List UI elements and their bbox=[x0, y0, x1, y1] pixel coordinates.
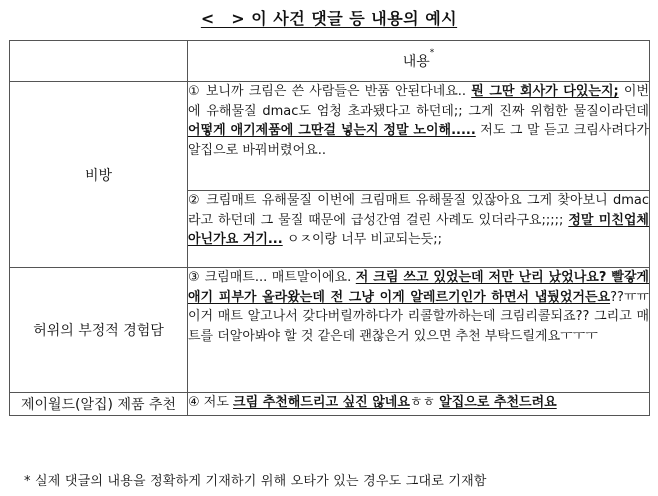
comment-text: 이번에 유해물질 dmac도 엄청 초과됐다고 하던데;; 그게 진짜 위험한 물질이라던데 bbox=[188, 84, 650, 119]
emphasized-text: 뭔 그딴 회사가 다있는지; bbox=[471, 84, 619, 99]
header-footnote-marker: * bbox=[429, 48, 435, 58]
comment-cell bbox=[188, 191, 650, 268]
example-table bbox=[9, 40, 650, 416]
emphasized-text: 어떻게 애기제품에 그딴걸 넣는지 정말 노이해..... bbox=[188, 123, 476, 138]
table-row bbox=[10, 268, 650, 393]
header-content bbox=[188, 41, 650, 82]
category-cell: 제이월드(알집) 제품 추천 bbox=[10, 393, 188, 416]
comment-text: ② 크림매트 유해물질 이번에 크림매트 유해물질 있잖아요 그게 찾아보니 dmac라고 하던데 그 물질 때문에 급성간염 걸린 사례도 있더라구요;;;;; bbox=[188, 193, 649, 228]
comment-cell bbox=[188, 393, 650, 416]
emphasized-text: 크림 추천해드리고 싶진 않네요 bbox=[233, 395, 410, 410]
comment-text: ㅇㅈ이랑 너무 비교되는듯;; bbox=[282, 232, 442, 247]
table-row bbox=[10, 393, 650, 416]
table-header-row bbox=[10, 41, 650, 82]
comment-cell bbox=[188, 268, 650, 393]
comment-text: ① 보니까 크림은 쓴 사람들은 반품 안된다네요.. bbox=[188, 84, 472, 99]
emphasized-text: 저 크림 쓰고 있었는데 저만 난리 났었나요? 빨갛게 애기 피부가 올라왔는데 전 그냥 이게 알레르기인가 하면서 냅뒀었거든요 bbox=[188, 270, 649, 305]
comment-text: 저도 그 말 듣고 크림사려다가 알집으로 바꿔버렸어요.. bbox=[188, 123, 649, 158]
footnote: * 실제 댓글의 내용을 정확하게 기재하기 위해 오타가 있는 경우도 그대로 기재함 bbox=[24, 474, 487, 489]
emphasized-text: 정말 미친업체 아닌가요 거기... bbox=[188, 212, 649, 247]
comment-text: ③ 크림매트... 매트말이에요. bbox=[188, 270, 356, 285]
comment-text: ??ㅠㅠ 이거 매트 알고나서 갖다버릴까하다가 리콜할까하는데 크림리콜되죠?? 그리고 매트를 더알아봐야 할 것 같은데 괜찮은거 있으면 추천 부탁드릴게요ㅜㅜㅜ bbox=[188, 289, 649, 344]
category-cell: 비방 bbox=[10, 82, 188, 268]
comment-cell bbox=[188, 82, 650, 191]
comment-text: ④ 저도 bbox=[188, 395, 234, 410]
header-content-label: 내용 bbox=[402, 54, 430, 70]
comment-text: ㅎㅎ bbox=[409, 395, 440, 410]
category-cell: 허위의 부정적 경험담 bbox=[10, 268, 188, 393]
emphasized-text: 알집으로 추천드려요 bbox=[439, 395, 557, 410]
table-row bbox=[10, 82, 650, 191]
header-category bbox=[10, 41, 188, 82]
document-title: < > 이 사건 댓글 등 내용의 예시 bbox=[200, 9, 458, 28]
